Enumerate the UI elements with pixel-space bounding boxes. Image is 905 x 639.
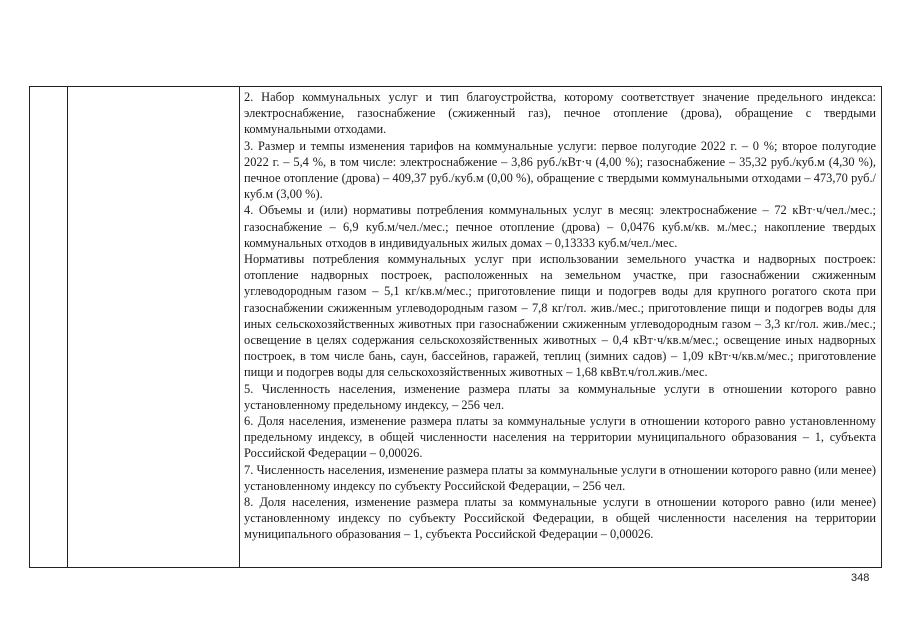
paragraph-6: 6. Доля населения, изменение размера платы за коммунальные услуги в отношении которого равно установленному предельному индексу, в общей численности населения на территории муниципального образования – 1, субъекта Российской Федерации – 0,00026. <box>244 414 876 461</box>
paragraph-5: 5. Численность населения, изменение размера платы за коммунальные услуги в отношении которого равно установленному предельному индексу, – 256 чел. <box>244 381 876 412</box>
table-cell-municipality <box>68 87 240 567</box>
table-cell-number <box>30 87 68 567</box>
paragraph-2: 2. Набор коммунальных услуг и тип благоустройства, которому соответствует значение предельного индекса: электроснабжение, газоснабжение (сжиженный газ), печное отопление (дрова), обращение с твердыми коммунальными отходами. <box>244 90 876 137</box>
table-cell-description <box>244 89 876 543</box>
paragraph-3: 3. Размер и темпы изменения тарифов на коммунальные услуги: первое полугодие 2022 г. – 0 %; второе полугодие 2022 г. – 5,4 %, в том числе: электроснабжение – 3,86 руб./кВт·ч (4,00 %); газоснабжение – 35,32 руб./куб.м (4,30 %), печное отопление (дрова) – 409,37 руб./куб.м (0,00 %), обращение с твердыми коммунальными отходами – 473,70 руб./куб.м (3,00 %). <box>244 138 876 202</box>
paragraph-4: 4. Объемы и (или) нормативы потребления коммунальных услуг в месяц: электроснабжение – 72 кВт·ч/чел./мес.; газоснабжение – 6,9 куб.м/чел./мес.; печное отопление (дрова) – 0,0476 куб.м/кв. м./мес.; накопление твердых коммунальных отходов в индивидуальных жилых домах – 0,13333 куб.м/чел./мес. <box>244 203 876 250</box>
table <box>29 86 882 568</box>
paragraph-7: 7. Численность населения, изменение размера платы за коммунальные услуги в отношении которого равно (или менее) установленному индексу по субъекту Российской Федерации, – 256 чел. <box>244 462 876 493</box>
page-number: 348 <box>851 572 870 584</box>
paragraph-norms: Нормативы потребления коммунальных услуг при использовании земельного участка и надворных построек: отопление надворных построек, расположенных на земельном участке, при газоснабжении сжиженным углеводородным газом – 5,1 кг/кв.м/мес.; приготовление пищи и подогрев воды для крупного рогатого скота при газоснабжении сжиженным углеводородным газом – 7,8 кг/гол. жив./мес.; приготовление пищи и подогрев воды для иных сельскохозяйственных животных при газоснабжении сжиженным углеводородным газом – 3,3 кг/гол. жив./мес.; освещение в целях содержания сельскохозяйственных животных – 0,4 кВт·ч/кв.м/мес.; освещение иных надворных построек, в том числе бань, саун, бассейнов, гаражей, теплиц (зимних садов) – 1,09 кВт·ч/кв.м/мес.; приготовление пищи и подогрев воды для сельскохозяйственных животных – 1,68 квВт.ч/гол.жив./мес. <box>244 252 876 380</box>
paragraph-8: 8. Доля населения, изменение размера платы за коммунальные услуги в отношении которого равно (или менее) установленному индексу по субъекту Российской Федерации, в общей численности населения на территории муниципального образования – 1, субъекта Российской Федерации – 0,00026. <box>244 495 876 542</box>
